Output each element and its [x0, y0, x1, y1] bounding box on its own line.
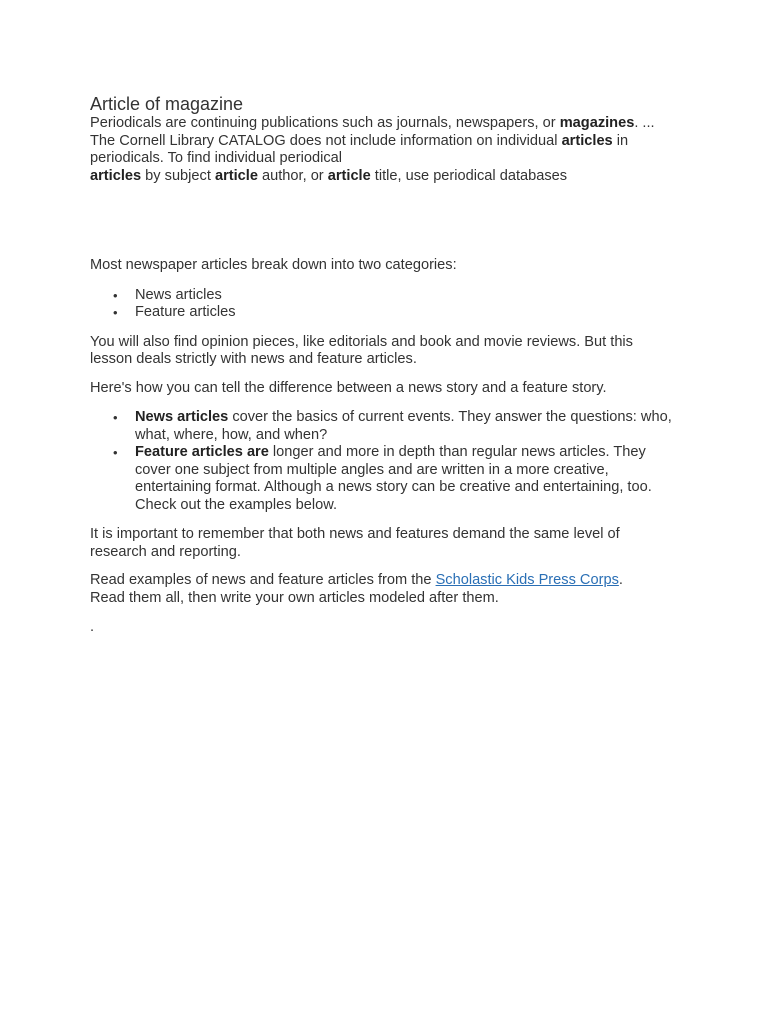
intro-text-4: by subject [141, 167, 215, 184]
categories-list [90, 287, 690, 322]
feature-articles-text: longer and more in depth than regular news articles. They cover one subject from multiple angles and are written in a more creative, entertaining format. Although a news story can be creative and entertaining, too. Check out the examples below. [135, 444, 652, 513]
list-item: • News articles [135, 287, 690, 305]
page-title: Article of magazine [90, 94, 244, 114]
scholastic-kids-press-corps-link[interactable]: Scholastic Kids Press Corps [435, 572, 619, 588]
intro-bold-articles-2: articles [90, 167, 142, 184]
opinion-paragraph: You will also find opinion pieces, like editorials and book and movie reviews. But this lesson deals strictly with news and feature articles. [90, 333, 633, 367]
difference-paragraph: Here's how you can tell the difference between a news story and a feature story. [90, 379, 607, 396]
intro-text-1: Periodicals are continuing publications such as journals, newspapers, or [90, 115, 560, 131]
list-item: • Feature articles [135, 304, 690, 322]
read-examples-before: Read examples of news and feature articles from the [90, 572, 436, 588]
news-articles-bold: News articles [135, 409, 229, 425]
trailing-period: . [90, 619, 95, 635]
categories-intro: Most newspaper articles break down into two categories: [90, 257, 457, 273]
feature-articles-bold: Feature articles are [135, 444, 269, 460]
intro-paragraph [90, 115, 675, 185]
intro-bold-magazines: magazines [559, 115, 635, 131]
news-articles-text: cover the basics of current events. They answer the questions: who, what, where, how, and when? [135, 409, 672, 443]
research-paragraph: It is important to remember that both news and features demand the same level of research and reporting. [90, 526, 620, 560]
spacer [90, 185, 690, 257]
intro-text-6: title, use periodical databases [370, 167, 568, 184]
intro-bold-article-2: article [327, 167, 371, 184]
list-item [135, 444, 675, 514]
read-examples-after: . Read them all, then write your own articles modeled after them. [90, 572, 623, 606]
read-examples-paragraph [90, 572, 650, 607]
list-item [135, 409, 675, 444]
document-body [90, 93, 690, 637]
intro-bold-articles: articles [561, 132, 613, 149]
differences-list [90, 409, 675, 514]
intro-text-5: author, or [257, 167, 328, 184]
intro-text-3: in periodicals. To find individual periodical [90, 132, 629, 166]
intro-text-2: . ... The Cornell Library CATALOG does not include information on individual [90, 115, 655, 149]
intro-bold-article: article [214, 167, 258, 184]
